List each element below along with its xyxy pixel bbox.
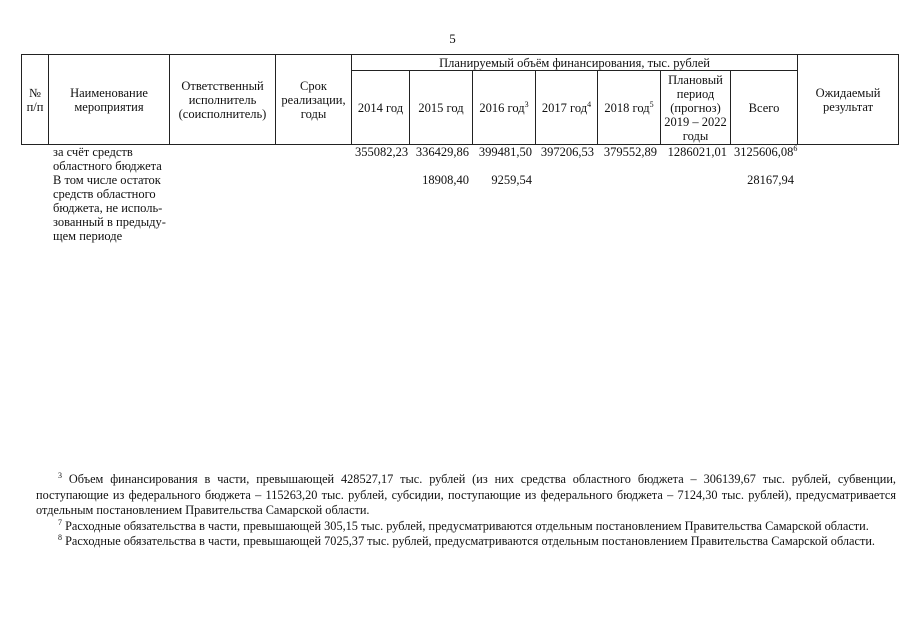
header-2017: 2017 год$^4$ [536, 71, 598, 145]
cell-2018 [598, 173, 661, 243]
cell-total: 3125606,08$^6$ [734, 143, 798, 159]
financing-table [21, 54, 899, 243]
header-term: Срок реализации, годы [276, 55, 352, 145]
cell-total: 28167,94 [747, 173, 795, 187]
footnote-ref: 6 [793, 143, 798, 153]
header-planned-financing: Планируемый объём финансирования, тыс. рублей [352, 55, 798, 71]
page-number: 5 [449, 31, 456, 46]
cell-2015: 18908,40 [422, 173, 469, 187]
footnotes [36, 472, 896, 550]
footnote: $^3$ Объем финансирования в части, превышающей 428527,17 тыс. рублей (из них средства областного бюджета – 306139,67 тыс. рублей, субвенции, поступающие из федерального бюджета – 115263,20 тыс. рублей, субсидии, поступающие из федерального бюджета – 7124,30 тыс. рублей), предусматривается отдельным постановлением Правительства Самарской области. [36, 470, 896, 517]
header-2015: 2015 год [410, 71, 473, 145]
footnote: $^7$ Расходные обязательства в части, превышающей 305,15 тыс. рублей, предусматриваются отдельным постановлением Правительства Самарской области. [58, 517, 869, 533]
table-row [22, 173, 899, 243]
cell-2015: 336429,86 [415, 145, 469, 159]
header-2016: 2016 год$^3$ [473, 71, 536, 145]
row-name: за счёт средств областного бюджета [53, 145, 162, 173]
footnote-ref: 4 [587, 99, 592, 109]
cell-2016: 9259,54 [491, 173, 532, 187]
header-expected-result: Ожидаемый результат [798, 55, 899, 145]
cell-2016: 399481,50 [478, 145, 532, 159]
cell-2014 [352, 173, 410, 243]
header-2014: 2014 год [352, 71, 410, 145]
table-row [22, 145, 899, 174]
header-responsible: Ответственный исполнитель (соисполнитель) [170, 55, 276, 145]
header-plan-period: Плановый период (прогноз) 2019 – 2022 годы [661, 71, 731, 145]
header-2018: 2018 год$^5$ [598, 71, 661, 145]
footnote-mark: 3 [58, 470, 62, 480]
row-name: В том числе остаток средств областного бюджета, не исполь-зованный в предыду-щем периоде [53, 173, 166, 243]
header-total: Всего [731, 71, 798, 145]
cell-plan-period: 1286021,01 [667, 145, 727, 159]
cell-2014: 355082,23 [355, 145, 409, 159]
footnote-ref: 3 [524, 99, 529, 109]
header-name: Наименование мероприятия [49, 55, 170, 145]
footnote-mark: 7 [58, 517, 62, 527]
footnote-ref: 5 [649, 99, 654, 109]
cell-plan-period [661, 173, 731, 243]
cell-2017: 397206,53 [540, 145, 594, 159]
cell-2018: 379552,89 [603, 145, 657, 159]
footnote: $^8$ Расходные обязательства в части, превышающей 7025,37 тыс. рублей, предусматриваются отдельным постановлением Правительства Самарской области. [58, 532, 875, 548]
header-num: № п/п [22, 55, 49, 145]
cell-2017 [536, 173, 598, 243]
footnote-mark: 8 [58, 532, 62, 542]
